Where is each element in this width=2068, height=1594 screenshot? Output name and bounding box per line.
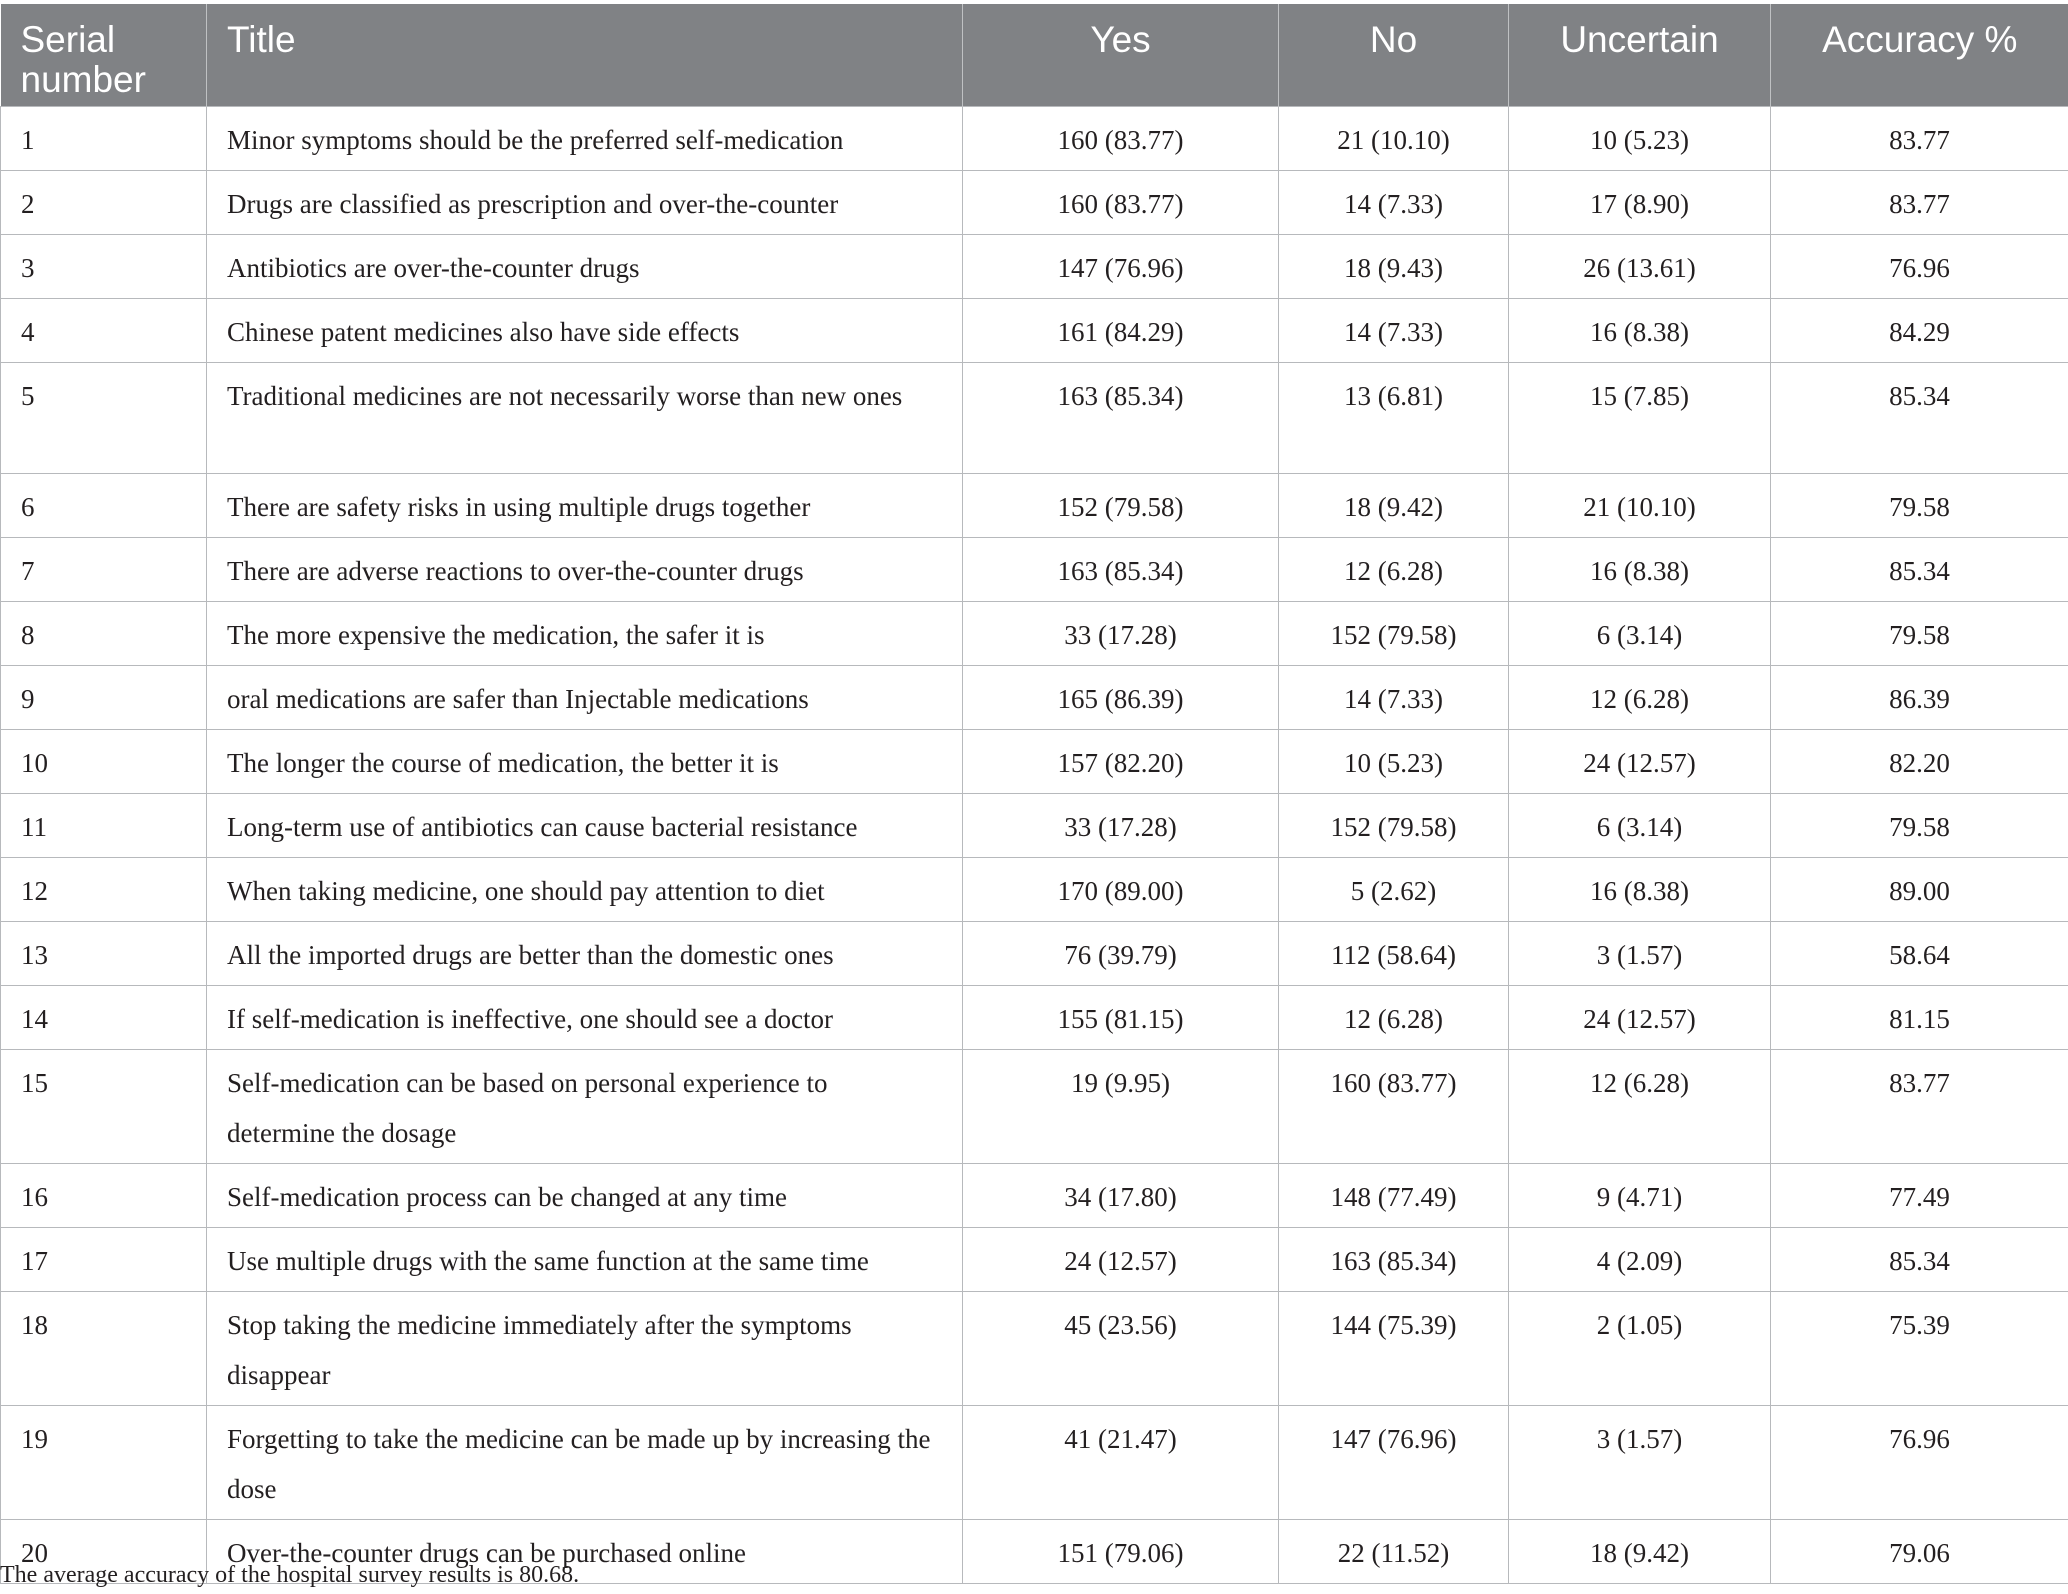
cell-title: Drugs are classified as prescription and over-the-counter xyxy=(207,171,963,235)
cell-uncertain: 3 (1.57) xyxy=(1509,1406,1771,1520)
cell-accuracy: 82.20 xyxy=(1771,730,2068,794)
cell-no: 18 (9.42) xyxy=(1279,474,1509,538)
cell-accuracy: 76.96 xyxy=(1771,235,2068,299)
cell-accuracy: 85.34 xyxy=(1771,538,2068,602)
cell-accuracy: 89.00 xyxy=(1771,858,2068,922)
table-row xyxy=(1,794,2068,858)
cell-accuracy: 83.77 xyxy=(1771,1050,2068,1164)
cell-yes: 165 (86.39) xyxy=(963,666,1279,730)
cell-serial-number: 8 xyxy=(1,602,207,666)
cell-uncertain: 17 (8.90) xyxy=(1509,171,1771,235)
cell-yes: 33 (17.28) xyxy=(963,794,1279,858)
cell-no: 5 (2.62) xyxy=(1279,858,1509,922)
cell-title: Forgetting to take the medicine can be made up by increasing the dose xyxy=(207,1406,963,1520)
table-row xyxy=(1,986,2068,1050)
cell-no: 163 (85.34) xyxy=(1279,1228,1509,1292)
cell-title: If self-medication is ineffective, one should see a doctor xyxy=(207,986,963,1050)
table-row xyxy=(1,1164,2068,1228)
cell-accuracy: 79.58 xyxy=(1771,794,2068,858)
cell-accuracy: 79.06 xyxy=(1771,1520,2068,1584)
cell-title: Traditional medicines are not necessarily worse than new ones xyxy=(207,363,963,474)
cell-serial-number: 19 xyxy=(1,1406,207,1520)
table-row xyxy=(1,1228,2068,1292)
header-accuracy: Accuracy % xyxy=(1771,4,2068,107)
table-row xyxy=(1,107,2068,171)
cell-uncertain: 12 (6.28) xyxy=(1509,1050,1771,1164)
cell-title: When taking medicine, one should pay attention to diet xyxy=(207,858,963,922)
cell-accuracy: 83.77 xyxy=(1771,107,2068,171)
cell-uncertain: 3 (1.57) xyxy=(1509,922,1771,986)
cell-accuracy: 79.58 xyxy=(1771,474,2068,538)
cell-no: 12 (6.28) xyxy=(1279,538,1509,602)
cell-no: 14 (7.33) xyxy=(1279,299,1509,363)
cell-yes: 160 (83.77) xyxy=(963,171,1279,235)
cell-yes: 151 (79.06) xyxy=(963,1520,1279,1584)
cell-yes: 163 (85.34) xyxy=(963,538,1279,602)
cell-uncertain: 24 (12.57) xyxy=(1509,986,1771,1050)
header-no: No xyxy=(1279,4,1509,107)
cell-title: All the imported drugs are better than the domestic ones xyxy=(207,922,963,986)
cell-no: 13 (6.81) xyxy=(1279,363,1509,474)
cell-yes: 45 (23.56) xyxy=(963,1292,1279,1406)
table-row xyxy=(1,602,2068,666)
cell-yes: 163 (85.34) xyxy=(963,363,1279,474)
cell-uncertain: 16 (8.38) xyxy=(1509,538,1771,602)
cell-serial-number: 4 xyxy=(1,299,207,363)
table-row xyxy=(1,922,2068,986)
cell-yes: 76 (39.79) xyxy=(963,922,1279,986)
cell-uncertain: 16 (8.38) xyxy=(1509,299,1771,363)
table-row xyxy=(1,235,2068,299)
cell-title: There are safety risks in using multiple drugs together xyxy=(207,474,963,538)
cell-no: 18 (9.43) xyxy=(1279,235,1509,299)
cell-title: The more expensive the medication, the safer it is xyxy=(207,602,963,666)
cell-serial-number: 7 xyxy=(1,538,207,602)
table-row xyxy=(1,171,2068,235)
cell-uncertain: 24 (12.57) xyxy=(1509,730,1771,794)
header-row xyxy=(1,4,2068,107)
cell-no: 12 (6.28) xyxy=(1279,986,1509,1050)
cell-no: 160 (83.77) xyxy=(1279,1050,1509,1164)
cell-uncertain: 16 (8.38) xyxy=(1509,858,1771,922)
cell-title: Self-medication process can be changed at any time xyxy=(207,1164,963,1228)
table-row xyxy=(1,1292,2068,1406)
cell-yes: 155 (81.15) xyxy=(963,986,1279,1050)
cell-accuracy: 85.34 xyxy=(1771,363,2068,474)
table-header xyxy=(1,4,2068,107)
cell-yes: 147 (76.96) xyxy=(963,235,1279,299)
cell-title: The longer the course of medication, the better it is xyxy=(207,730,963,794)
cell-yes: 152 (79.58) xyxy=(963,474,1279,538)
header-yes: Yes xyxy=(963,4,1279,107)
table-row xyxy=(1,474,2068,538)
cell-title: Long-term use of antibiotics can cause bacterial resistance xyxy=(207,794,963,858)
header-title: Title xyxy=(207,4,963,107)
cell-accuracy: 85.34 xyxy=(1771,1228,2068,1292)
cell-no: 144 (75.39) xyxy=(1279,1292,1509,1406)
cell-no: 148 (77.49) xyxy=(1279,1164,1509,1228)
cell-uncertain: 2 (1.05) xyxy=(1509,1292,1771,1406)
cell-uncertain: 6 (3.14) xyxy=(1509,602,1771,666)
cell-serial-number: 13 xyxy=(1,922,207,986)
cell-serial-number: 17 xyxy=(1,1228,207,1292)
cell-serial-number: 14 xyxy=(1,986,207,1050)
table-row xyxy=(1,538,2068,602)
cell-no: 112 (58.64) xyxy=(1279,922,1509,986)
cell-accuracy: 86.39 xyxy=(1771,666,2068,730)
cell-serial-number: 18 xyxy=(1,1292,207,1406)
cell-title: oral medications are safer than Injectable medications xyxy=(207,666,963,730)
cell-serial-number: 3 xyxy=(1,235,207,299)
cell-yes: 170 (89.00) xyxy=(963,858,1279,922)
cell-no: 152 (79.58) xyxy=(1279,794,1509,858)
cell-title: Self-medication can be based on personal experience to determine the dosage xyxy=(207,1050,963,1164)
survey-results-table xyxy=(0,4,2068,1584)
cell-no: 22 (11.52) xyxy=(1279,1520,1509,1584)
cell-accuracy: 81.15 xyxy=(1771,986,2068,1050)
cell-accuracy: 75.39 xyxy=(1771,1292,2068,1406)
cell-serial-number: 20 xyxy=(1,1520,207,1584)
cell-no: 14 (7.33) xyxy=(1279,666,1509,730)
table-row xyxy=(1,858,2068,922)
cell-serial-number: 10 xyxy=(1,730,207,794)
cell-yes: 157 (82.20) xyxy=(963,730,1279,794)
cell-no: 21 (10.10) xyxy=(1279,107,1509,171)
cell-accuracy: 77.49 xyxy=(1771,1164,2068,1228)
cell-yes: 33 (17.28) xyxy=(963,602,1279,666)
cell-serial-number: 9 xyxy=(1,666,207,730)
table-row xyxy=(1,1050,2068,1164)
cell-yes: 34 (17.80) xyxy=(963,1164,1279,1228)
table-footnote: The average accuracy of the hospital survey results is 80.68. xyxy=(0,1562,580,1588)
table-row xyxy=(1,299,2068,363)
cell-uncertain: 26 (13.61) xyxy=(1509,235,1771,299)
cell-uncertain: 12 (6.28) xyxy=(1509,666,1771,730)
cell-title: Use multiple drugs with the same function at the same time xyxy=(207,1228,963,1292)
table-row xyxy=(1,1406,2068,1520)
cell-yes: 24 (12.57) xyxy=(963,1228,1279,1292)
cell-serial-number: 15 xyxy=(1,1050,207,1164)
cell-uncertain: 15 (7.85) xyxy=(1509,363,1771,474)
table-row xyxy=(1,363,2068,474)
table-body xyxy=(1,107,2068,1584)
cell-serial-number: 16 xyxy=(1,1164,207,1228)
cell-yes: 160 (83.77) xyxy=(963,107,1279,171)
cell-no: 152 (79.58) xyxy=(1279,602,1509,666)
cell-yes: 161 (84.29) xyxy=(963,299,1279,363)
cell-uncertain: 10 (5.23) xyxy=(1509,107,1771,171)
cell-serial-number: 5 xyxy=(1,363,207,474)
header-uncertain: Uncertain xyxy=(1509,4,1771,107)
cell-uncertain: 6 (3.14) xyxy=(1509,794,1771,858)
cell-no: 147 (76.96) xyxy=(1279,1406,1509,1520)
cell-yes: 41 (21.47) xyxy=(963,1406,1279,1520)
header-serial-number: Serial number xyxy=(1,4,207,107)
cell-no: 14 (7.33) xyxy=(1279,171,1509,235)
cell-serial-number: 6 xyxy=(1,474,207,538)
cell-serial-number: 12 xyxy=(1,858,207,922)
cell-accuracy: 79.58 xyxy=(1771,602,2068,666)
cell-yes: 19 (9.95) xyxy=(963,1050,1279,1164)
cell-uncertain: 9 (4.71) xyxy=(1509,1164,1771,1228)
cell-accuracy: 76.96 xyxy=(1771,1406,2068,1520)
cell-accuracy: 84.29 xyxy=(1771,299,2068,363)
table-row xyxy=(1,666,2068,730)
cell-title: Chinese patent medicines also have side effects xyxy=(207,299,963,363)
cell-serial-number: 2 xyxy=(1,171,207,235)
cell-title: There are adverse reactions to over-the-counter drugs xyxy=(207,538,963,602)
cell-accuracy: 58.64 xyxy=(1771,922,2068,986)
cell-uncertain: 21 (10.10) xyxy=(1509,474,1771,538)
cell-no: 10 (5.23) xyxy=(1279,730,1509,794)
cell-title: Antibiotics are over-the-counter drugs xyxy=(207,235,963,299)
cell-accuracy: 83.77 xyxy=(1771,171,2068,235)
cell-title: Minor symptoms should be the preferred self-medication xyxy=(207,107,963,171)
cell-title: Stop taking the medicine immediately after the symptoms disappear xyxy=(207,1292,963,1406)
table-row xyxy=(1,730,2068,794)
cell-uncertain: 18 (9.42) xyxy=(1509,1520,1771,1584)
cell-serial-number: 11 xyxy=(1,794,207,858)
cell-uncertain: 4 (2.09) xyxy=(1509,1228,1771,1292)
cell-serial-number: 1 xyxy=(1,107,207,171)
cell-title: Over-the-counter drugs can be purchased online xyxy=(207,1520,963,1584)
